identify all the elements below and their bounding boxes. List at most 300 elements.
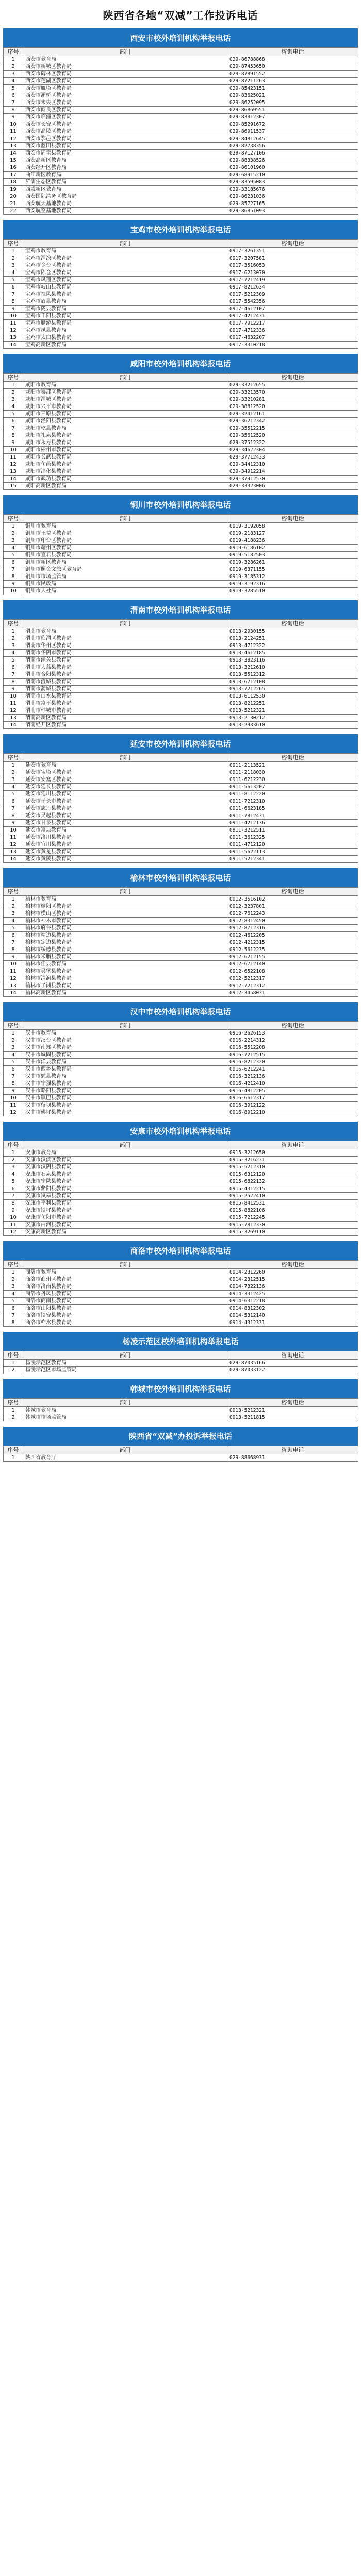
table-row (4, 1276, 358, 1283)
city-section (3, 1379, 358, 1427)
department-name: 商洛市镇安县教育局 (23, 1312, 227, 1319)
department-name: 咸阳市淳化县教育局 (23, 468, 227, 476)
section-title: 榆林市校外培训机构举报电话 (3, 868, 358, 887)
table-row (4, 1066, 358, 1073)
department-name: 榆林市定边县教育局 (23, 939, 227, 946)
phone-number: 0911-5613207 (227, 784, 358, 791)
table-row (4, 769, 358, 776)
phone-number: 0916-8212320 (227, 1059, 358, 1066)
header-phone: 咨询电话 (227, 1141, 358, 1149)
row-number: 1 (4, 523, 23, 530)
table-row (4, 107, 358, 114)
header-phone: 咨询电话 (227, 754, 358, 762)
table-row (4, 834, 358, 841)
department-name: 铜川市王益区教育局 (23, 530, 227, 537)
department-name: 宝鸡市陇县教育局 (23, 306, 227, 313)
table-row (4, 896, 358, 903)
phone-table (3, 373, 358, 490)
header-dept: 部门 (23, 1141, 227, 1149)
phone-number: 0919-3192316 (227, 581, 358, 588)
phone-number: 029-86252095 (227, 99, 358, 107)
department-name: 延安市吴起县教育局 (23, 812, 227, 820)
city-section (3, 1241, 358, 1332)
table-row (4, 439, 358, 447)
table-row (4, 255, 358, 262)
table-row (4, 791, 358, 798)
phone-number: 029-87453650 (227, 63, 358, 71)
department-name: 杨凌示范区市场监管局 (23, 1367, 227, 1374)
row-number: 12 (4, 975, 23, 982)
table-header-row (4, 754, 358, 762)
row-number: 8 (4, 946, 23, 954)
row-number: 1 (4, 628, 23, 635)
phone-number: 0915-4312215 (227, 1185, 358, 1193)
department-name: 铜川市照金文旅区教育局 (23, 566, 227, 573)
row-number: 6 (4, 559, 23, 566)
row-number: 1 (4, 1360, 23, 1367)
department-name: 咸阳高新区教育局 (23, 483, 227, 490)
department-name: 渭南市临渭区教育局 (23, 635, 227, 642)
department-name: 宝鸡市教育局 (23, 248, 227, 255)
phone-number: 0911-3612325 (227, 834, 358, 841)
department-name: 西安市阎良区教育局 (23, 107, 227, 114)
city-section (3, 1002, 358, 1122)
department-name: 渭南市富平县教育局 (23, 700, 227, 707)
phone-number: 0917-4632207 (227, 334, 358, 342)
table-row (4, 552, 358, 559)
table-row (4, 150, 358, 157)
city-section (3, 868, 358, 1002)
department-name: 渭南市合阳县教育局 (23, 671, 227, 679)
department-name: 渭南高新区教育局 (23, 715, 227, 722)
header-no: 序号 (4, 1261, 23, 1269)
phone-number: 0916-4212410 (227, 1080, 358, 1088)
department-name: 西安市长安区教育局 (23, 121, 227, 128)
phone-number: 029-33210281 (227, 396, 358, 403)
row-number: 7 (4, 99, 23, 107)
department-name: 延安市甘泉县教育局 (23, 820, 227, 827)
city-section (3, 220, 358, 354)
phone-number: 0913-2933610 (227, 722, 358, 729)
phone-number: 029-33185676 (227, 186, 358, 193)
row-number: 1 (4, 1454, 23, 1462)
table-row (4, 566, 358, 573)
table-row (4, 298, 358, 306)
row-number: 4 (4, 78, 23, 85)
table-row (4, 762, 358, 769)
department-name: 榆林市榆阳区教育局 (23, 903, 227, 910)
table-row (4, 476, 358, 483)
table-header-row (4, 1399, 358, 1407)
phone-number: 0919-4188236 (227, 537, 358, 545)
table-row (4, 269, 358, 277)
phone-number: 0911-3212511 (227, 827, 358, 834)
table-header-row (4, 1351, 358, 1360)
department-name: 渭南市华州区教育局 (23, 642, 227, 650)
phone-number: 0913-2130212 (227, 715, 358, 722)
department-name: 铜川市印台区教育局 (23, 537, 227, 545)
table-row (4, 186, 358, 193)
table-row (4, 320, 358, 327)
department-name: 西安市周至县教育局 (23, 150, 227, 157)
department-name: 延安市延长县教育局 (23, 784, 227, 791)
row-number: 12 (4, 1229, 23, 1236)
table-row (4, 1312, 358, 1319)
department-name: 宝鸡市渭滨区教育局 (23, 255, 227, 262)
department-name: 咸阳市武功县教育局 (23, 476, 227, 483)
department-name: 商洛市柞水县教育局 (23, 1319, 227, 1327)
phone-number: 0912-8312450 (227, 918, 358, 925)
table-row (4, 939, 358, 946)
sections-container (0, 28, 361, 1467)
phone-number: 029-38812520 (227, 403, 358, 411)
phone-number: 0915-6822132 (227, 1178, 358, 1185)
row-number: 6 (4, 932, 23, 939)
table-row (4, 910, 358, 918)
table-row (4, 530, 358, 537)
department-name: 西安市莲湖区教育局 (23, 78, 227, 85)
phone-table (3, 1446, 358, 1462)
phone-number: 0912-7212312 (227, 982, 358, 990)
phone-number: 0914-6312218 (227, 1298, 358, 1305)
department-name: 榆林市教育局 (23, 896, 227, 903)
row-number: 10 (4, 447, 23, 454)
phone-table (3, 47, 358, 215)
phone-number: 0913-7212265 (227, 686, 358, 693)
header-dept: 部门 (23, 888, 227, 896)
row-number: 2 (4, 1157, 23, 1164)
table-row (4, 92, 358, 99)
row-number: 15 (4, 483, 23, 490)
table-row (4, 193, 358, 200)
phone-number: 029-36212342 (227, 418, 358, 425)
phone-number: 029-87891552 (227, 71, 358, 78)
phone-number: 0917-3261351 (227, 248, 358, 255)
row-number: 7 (4, 1073, 23, 1080)
table-row (4, 1360, 358, 1367)
phone-number: 029-33212655 (227, 382, 358, 389)
phone-number: 0912-3458031 (227, 990, 358, 997)
department-name: 宝鸡市凤翔区教育局 (23, 277, 227, 284)
table-row (4, 982, 358, 990)
department-name: 宝鸡市陈仓区教育局 (23, 269, 227, 277)
row-number: 3 (4, 396, 23, 403)
section-title: 铜川市校外培训机构举报电话 (3, 495, 358, 514)
department-name: 渭南市教育局 (23, 628, 227, 635)
department-name: 商洛市丹凤县教育局 (23, 1291, 227, 1298)
section-title: 汉中市校外培训机构举报电话 (3, 1002, 358, 1021)
phone-table (3, 753, 358, 863)
row-number: 10 (4, 961, 23, 968)
department-name: 榆林市清涧县教育局 (23, 975, 227, 982)
table-row (4, 208, 358, 215)
table-row (4, 1178, 358, 1185)
row-number: 6 (4, 1066, 23, 1073)
phone-number: 0917-5542356 (227, 298, 358, 306)
department-name: 延安市宜川县教育局 (23, 841, 227, 849)
table-row (4, 71, 358, 78)
department-name: 咸阳市长武县教育局 (23, 454, 227, 461)
phone-number: 029-34412310 (227, 461, 358, 468)
row-number: 2 (4, 255, 23, 262)
phone-number: 029-88668931 (227, 1454, 358, 1462)
department-name: 西安市灞桥区教育局 (23, 92, 227, 99)
header-phone: 咨询电话 (227, 620, 358, 628)
row-number: 4 (4, 1171, 23, 1178)
phone-number: 0913-5211815 (227, 1414, 358, 1421)
phone-number: 029-83595083 (227, 179, 358, 186)
table-row (4, 1052, 358, 1059)
phone-number: 0917-3310218 (227, 342, 358, 349)
phone-number: 029-35512215 (227, 425, 358, 432)
department-name: 榆林市府谷县教育局 (23, 925, 227, 932)
department-name: 汉中市宁强县教育局 (23, 1080, 227, 1088)
table-row (4, 1214, 358, 1222)
row-number: 13 (4, 334, 23, 342)
row-number: 6 (4, 92, 23, 99)
table-row (4, 1095, 358, 1102)
row-number: 3 (4, 642, 23, 650)
section-title: 商洛市校外培训机构举报电话 (3, 1241, 358, 1260)
row-number: 5 (4, 925, 23, 932)
table-row (4, 425, 358, 432)
row-number: 11 (4, 834, 23, 841)
table-row (4, 707, 358, 715)
table-row (4, 856, 358, 863)
table-header-row (4, 374, 358, 382)
department-name: 咸阳市三原县教育局 (23, 411, 227, 418)
row-number: 8 (4, 298, 23, 306)
row-number: 1 (4, 762, 23, 769)
row-number: 9 (4, 820, 23, 827)
department-name: 渭南经开区教育局 (23, 722, 227, 729)
header-no: 序号 (4, 515, 23, 523)
department-name: 宝鸡市岐山县教育局 (23, 284, 227, 291)
phone-number: 0911-6212230 (227, 776, 358, 784)
table-row (4, 1102, 358, 1109)
department-name: 延安市洛川县教育局 (23, 834, 227, 841)
table-row (4, 545, 358, 552)
row-number: 8 (4, 432, 23, 439)
row-number: 4 (4, 784, 23, 791)
phone-number: 0915-3269110 (227, 1229, 358, 1236)
table-row (4, 784, 358, 791)
department-name: 汉中市洋县教育局 (23, 1059, 227, 1066)
phone-number: 029-84812645 (227, 135, 358, 143)
phone-number: 0913-8212251 (227, 700, 358, 707)
phone-number: 029-87033122 (227, 1367, 358, 1374)
table-header-row (4, 1141, 358, 1149)
table-row (4, 1149, 358, 1157)
section-title: 宝鸡市校外培训机构举报电话 (3, 220, 358, 239)
table-row (4, 135, 358, 143)
row-number: 6 (4, 1185, 23, 1193)
row-number: 3 (4, 910, 23, 918)
row-number: 7 (4, 425, 23, 432)
row-number: 7 (4, 805, 23, 812)
row-number: 4 (4, 1052, 23, 1059)
department-name: 商洛市商州区教育局 (23, 1276, 227, 1283)
header-no: 序号 (4, 1351, 23, 1360)
table-row (4, 1319, 358, 1327)
department-name: 榆林市神木市教育局 (23, 918, 227, 925)
phone-number: 0915-3212650 (227, 1149, 358, 1157)
department-name: 榆林市横山区教育局 (23, 910, 227, 918)
phone-number: 0919-3185312 (227, 573, 358, 581)
phone-number: 0913-5212321 (227, 1407, 358, 1414)
table-row (4, 1073, 358, 1080)
header-no: 序号 (4, 374, 23, 382)
row-number: 6 (4, 1305, 23, 1312)
phone-table (3, 514, 358, 595)
row-number: 9 (4, 439, 23, 447)
department-name: 安康市汉阴县教育局 (23, 1164, 227, 1171)
department-name: 榆林高新区教育局 (23, 990, 227, 997)
row-number: 5 (4, 1178, 23, 1185)
phone-number: 0917-7912217 (227, 320, 358, 327)
department-name: 渭南市大荔县教育局 (23, 664, 227, 671)
table-row (4, 468, 358, 476)
table-row (4, 157, 358, 164)
department-name: 咸阳市彬州市教育局 (23, 447, 227, 454)
table-row (4, 628, 358, 635)
row-number: 10 (4, 827, 23, 834)
department-name: 商洛市洛南县教育局 (23, 1283, 227, 1291)
table-row (4, 447, 358, 454)
department-name: 西安市雁塔区教育局 (23, 85, 227, 92)
phone-number: 029-37912530 (227, 476, 358, 483)
phone-number: 0911-6623185 (227, 805, 358, 812)
row-number: 14 (4, 990, 23, 997)
department-name: 汉中市汉台区教育局 (23, 1037, 227, 1044)
table-row (4, 827, 358, 834)
table-row (4, 932, 358, 939)
row-number: 14 (4, 476, 23, 483)
department-name: 榆林市绥德县教育局 (23, 946, 227, 954)
phone-table (3, 1351, 358, 1374)
department-name: 榆林市吴堡县教育局 (23, 968, 227, 975)
phone-number: 0916-4812205 (227, 1088, 358, 1095)
department-name: 韩城市教育局 (23, 1407, 227, 1414)
phone-number: 029-33213570 (227, 389, 358, 396)
phone-table (3, 1260, 358, 1327)
row-number: 2 (4, 769, 23, 776)
phone-number: 029-86101960 (227, 164, 358, 172)
header-dept: 部门 (23, 515, 227, 523)
table-row (4, 1291, 358, 1298)
table-row (4, 642, 358, 650)
section-title: 安康市校外培训机构举报电话 (3, 1122, 358, 1141)
row-number: 1 (4, 56, 23, 63)
table-row (4, 635, 358, 642)
phone-number: 0912-3516102 (227, 896, 358, 903)
header-dept: 部门 (23, 1399, 227, 1407)
phone-number: 029-83812307 (227, 114, 358, 121)
row-number: 6 (4, 664, 23, 671)
table-header-row (4, 48, 358, 56)
row-number: 4 (4, 403, 23, 411)
table-row (4, 262, 358, 269)
table-row (4, 128, 358, 135)
table-header-row (4, 1022, 358, 1030)
phone-number: 0916-7212515 (227, 1052, 358, 1059)
department-name: 西安市新城区教育局 (23, 63, 227, 71)
row-number: 2 (4, 903, 23, 910)
department-name: 西安经开区教育局 (23, 164, 227, 172)
city-section (3, 1122, 358, 1241)
phone-number: 029-86851093 (227, 208, 358, 215)
table-row (4, 1229, 358, 1236)
department-name: 宝鸡市太白县教育局 (23, 334, 227, 342)
phone-number: 0912-4212315 (227, 939, 358, 946)
row-number: 5 (4, 277, 23, 284)
phone-number: 0919-2183127 (227, 530, 358, 537)
phone-number: 029-35612520 (227, 432, 358, 439)
row-number: 5 (4, 552, 23, 559)
phone-number: 0917-8212634 (227, 284, 358, 291)
phone-number: 0914-2312260 (227, 1269, 358, 1276)
city-section (3, 600, 358, 734)
department-name: 咸阳市教育局 (23, 382, 227, 389)
table-row (4, 664, 358, 671)
phone-number: 0916-6612317 (227, 1095, 358, 1102)
phone-number: 029-34912214 (227, 468, 358, 476)
table-row (4, 248, 358, 255)
department-name: 安康市石泉县教育局 (23, 1171, 227, 1178)
row-number: 1 (4, 1149, 23, 1157)
header-dept: 部门 (23, 1022, 227, 1030)
department-name: 宝鸡市凤县教育局 (23, 327, 227, 334)
table-row (4, 1454, 358, 1462)
table-row (4, 1414, 358, 1421)
header-phone: 咨询电话 (227, 515, 358, 523)
row-number: 4 (4, 1291, 23, 1298)
row-number: 9 (4, 1088, 23, 1095)
department-name: 安康市旬阳市教育局 (23, 1214, 227, 1222)
table-row (4, 1080, 358, 1088)
table-row (4, 849, 358, 856)
table-row (4, 722, 358, 729)
table-row (4, 483, 358, 490)
department-name: 商洛市商南县教育局 (23, 1298, 227, 1305)
phone-number: 0913-3212610 (227, 664, 358, 671)
phone-number: 029-87211263 (227, 78, 358, 85)
row-number: 3 (4, 1164, 23, 1171)
table-row (4, 798, 358, 805)
table-row (4, 903, 358, 910)
table-row (4, 693, 358, 700)
table-row (4, 164, 358, 172)
phone-number: 0913-5212321 (227, 707, 358, 715)
phone-number: 0915-8412531 (227, 1200, 358, 1207)
row-number: 6 (4, 798, 23, 805)
row-number: 8 (4, 1319, 23, 1327)
city-section (3, 1332, 358, 1379)
table-row (4, 306, 358, 313)
table-row (4, 291, 358, 298)
phone-number: 029-85291672 (227, 121, 358, 128)
table-row (4, 85, 358, 92)
row-number: 12 (4, 327, 23, 334)
header-no: 序号 (4, 888, 23, 896)
phone-table (3, 1021, 358, 1116)
phone-number: 0913-4712322 (227, 642, 358, 650)
section-title: 延安市校外培训机构举报电话 (3, 734, 358, 753)
phone-number: 0917-3516053 (227, 262, 358, 269)
phone-number: 0915-2522410 (227, 1193, 358, 1200)
table-row (4, 925, 358, 932)
table-row (4, 1037, 358, 1044)
